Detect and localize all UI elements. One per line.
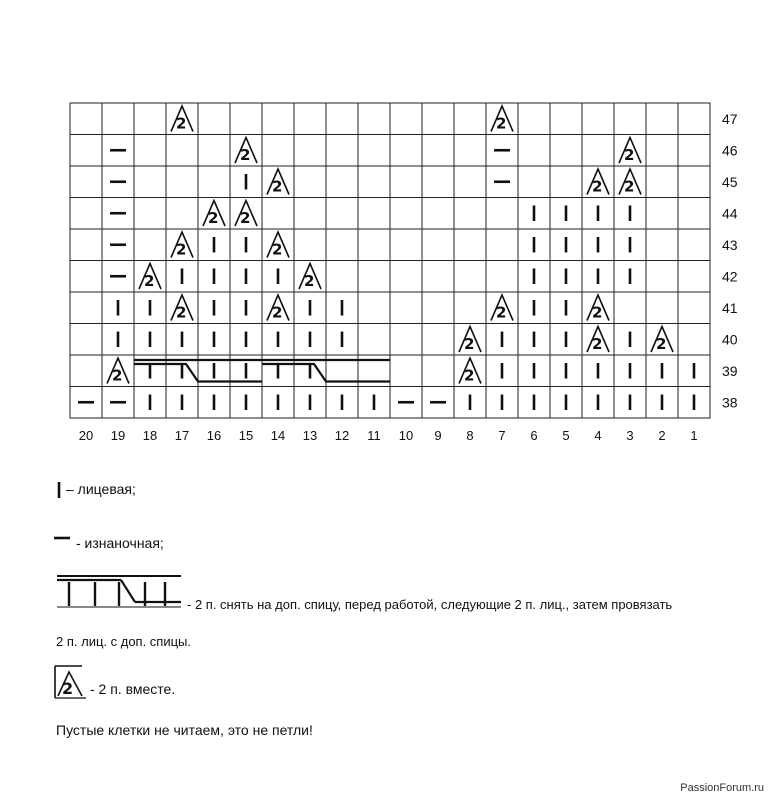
grid-cell (454, 229, 486, 261)
grid-cell (70, 198, 102, 230)
grid-cell (422, 292, 454, 324)
grid-cell (486, 229, 518, 261)
grid-cell (422, 198, 454, 230)
grid-cell (198, 166, 230, 198)
grid-cell (678, 166, 710, 198)
legend-knit-label: – лицевая; (66, 481, 136, 497)
column-label: 13 (302, 428, 318, 443)
grid-cell (646, 166, 678, 198)
grid-cell (358, 229, 390, 261)
row-label: 39 (722, 362, 738, 379)
grid-cell (70, 324, 102, 356)
grid-cell (294, 166, 326, 198)
cable-symbol-icon (55, 572, 185, 612)
grid-cell (358, 198, 390, 230)
grid-cell (678, 135, 710, 167)
grid-cell (326, 166, 358, 198)
grid-cell (582, 135, 614, 167)
grid-cell (294, 103, 326, 135)
grid-cell (102, 103, 134, 135)
grid-cell (550, 135, 582, 167)
column-label: 4 (594, 428, 602, 443)
grid-cell (134, 229, 166, 261)
legend-cable-label-cont: 2 п. лиц. с доп. спицы. (56, 634, 192, 649)
grid-cell (678, 261, 710, 293)
grid-cell (134, 135, 166, 167)
decrease-number: 2 (240, 146, 251, 164)
grid-cell (518, 135, 550, 167)
watermark: PassionForum.ru (680, 782, 764, 794)
grid-cell (390, 355, 422, 387)
column-label: 2 (658, 428, 666, 443)
row-label: 47 (722, 110, 738, 127)
grid-cell (166, 198, 198, 230)
grid-cell (422, 166, 454, 198)
row-label: 43 (722, 236, 738, 253)
grid-cell (646, 261, 678, 293)
row-label: 38 (722, 394, 738, 411)
grid-cell (70, 135, 102, 167)
grid-cell (390, 261, 422, 293)
legend-decrease-label: - 2 п. вместе. (90, 681, 176, 697)
grid-cell (454, 103, 486, 135)
legend-purl-label: - изнаночная; (76, 535, 164, 551)
column-label: 8 (466, 428, 474, 443)
grid-cell (390, 292, 422, 324)
grid-cell (134, 198, 166, 230)
grid-cell (326, 135, 358, 167)
decrease-number: 2 (208, 209, 219, 227)
decrease-number: 2 (176, 240, 187, 259)
grid-cell (262, 103, 294, 135)
grid-cell (358, 261, 390, 293)
grid-cell (614, 292, 646, 324)
grid-cell (390, 324, 422, 356)
grid-cell (294, 229, 326, 261)
grid-cell (678, 324, 710, 356)
grid-cell (294, 198, 326, 230)
decrease-number: 2 (176, 114, 187, 133)
decrease-number: 2 (62, 679, 74, 698)
grid-cell (70, 166, 102, 198)
grid-cell (646, 198, 678, 230)
grid-cell (326, 198, 358, 230)
grid-cell (358, 135, 390, 167)
column-label: 5 (562, 428, 570, 443)
grid-cell (70, 292, 102, 324)
grid-cell (70, 229, 102, 261)
grid-cell (358, 324, 390, 356)
grid-cell (550, 166, 582, 198)
grid-cell (262, 198, 294, 230)
grid-cell (646, 229, 678, 261)
grid-cell (678, 292, 710, 324)
row-label: 46 (722, 142, 738, 159)
grid-cell (518, 166, 550, 198)
grid-cell (70, 103, 102, 135)
purl-symbol-icon (52, 533, 72, 543)
decrease-number: 2 (464, 335, 475, 353)
grid-cell (390, 166, 422, 198)
grid-cell (390, 229, 422, 261)
decrease-number: 2 (656, 335, 667, 353)
decrease-number: 2 (304, 272, 315, 290)
decrease-number: 2 (496, 303, 507, 322)
column-label: 12 (334, 428, 350, 443)
empty-cells-note: Пустые клетки не читаем, это не петли! (56, 722, 313, 738)
decrease-number: 2 (592, 335, 603, 353)
column-label: 3 (626, 428, 634, 443)
grid-cell (390, 135, 422, 167)
grid-cell (294, 135, 326, 167)
grid-cell (358, 292, 390, 324)
decrease-number: 2 (464, 366, 475, 385)
grid-cell (70, 355, 102, 387)
knit-symbol-icon (54, 480, 64, 500)
grid-cell (166, 135, 198, 167)
decrease-number: 2 (176, 303, 187, 322)
grid-cell (262, 135, 294, 167)
decrease-number: 2 (496, 114, 507, 133)
column-label: 10 (398, 428, 414, 443)
row-label: 41 (722, 299, 738, 316)
grid-cell (454, 261, 486, 293)
column-label: 20 (78, 428, 94, 443)
column-label: 17 (174, 428, 190, 443)
column-label: 14 (270, 428, 286, 443)
grid-cell (422, 135, 454, 167)
column-label: 18 (142, 428, 158, 443)
grid-cell (422, 229, 454, 261)
grid-cell (358, 166, 390, 198)
decrease-number: 2 (240, 209, 251, 227)
grid-cell (646, 103, 678, 135)
legend-cable-label: - 2 п. снять на доп. спицу, перед работой, следующие 2 п. лиц., затем провязать (187, 597, 673, 612)
column-label: 1 (690, 428, 698, 443)
grid-cell (486, 198, 518, 230)
row-label: 45 (722, 173, 738, 190)
column-label: 6 (530, 428, 538, 443)
grid-cell (646, 135, 678, 167)
grid-cell (230, 103, 262, 135)
row-label: 44 (722, 205, 738, 222)
decrease-number: 2 (624, 146, 635, 164)
grid-cell (422, 103, 454, 135)
grid-cell (550, 103, 582, 135)
grid-cell (678, 103, 710, 135)
column-label: 9 (434, 428, 442, 443)
row-label: 40 (722, 331, 738, 348)
decrease-number: 2 (112, 366, 123, 385)
grid-cell (134, 103, 166, 135)
grid-cell (454, 135, 486, 167)
grid-cell (614, 103, 646, 135)
decrease-number: 2 (144, 272, 155, 290)
column-label: 11 (367, 428, 381, 443)
grid-cell (422, 355, 454, 387)
decrease-number: 2 (592, 177, 603, 196)
grid-cell (390, 103, 422, 135)
grid-cell (422, 324, 454, 356)
grid-cell (422, 261, 454, 293)
grid-cell (326, 261, 358, 293)
decrease-number: 2 (272, 177, 283, 196)
row-label: 42 (722, 268, 738, 285)
grid-cell (198, 135, 230, 167)
grid-cell (454, 198, 486, 230)
decrease-number: 2 (592, 303, 603, 322)
grid-cell (326, 229, 358, 261)
grid-cell (390, 198, 422, 230)
decrease-number: 2 (272, 240, 283, 259)
column-label: 7 (498, 428, 506, 443)
column-label: 15 (238, 428, 254, 443)
grid-cell (326, 103, 358, 135)
grid-cell (678, 198, 710, 230)
grid-cell (166, 166, 198, 198)
column-label: 19 (110, 428, 126, 443)
grid-cell (198, 103, 230, 135)
grid-cell (646, 292, 678, 324)
grid-cell (678, 229, 710, 261)
grid-cell (70, 261, 102, 293)
decrease-number: 2 (272, 303, 283, 322)
decrease-number: 2 (624, 177, 635, 196)
column-label: 16 (206, 428, 222, 443)
grid-cell (486, 261, 518, 293)
grid-cell (454, 166, 486, 198)
grid-cell (454, 292, 486, 324)
grid-cell (134, 166, 166, 198)
grid-cell (358, 103, 390, 135)
decrease-symbol-icon (52, 664, 88, 700)
grid-cell (518, 103, 550, 135)
grid-cell (582, 103, 614, 135)
